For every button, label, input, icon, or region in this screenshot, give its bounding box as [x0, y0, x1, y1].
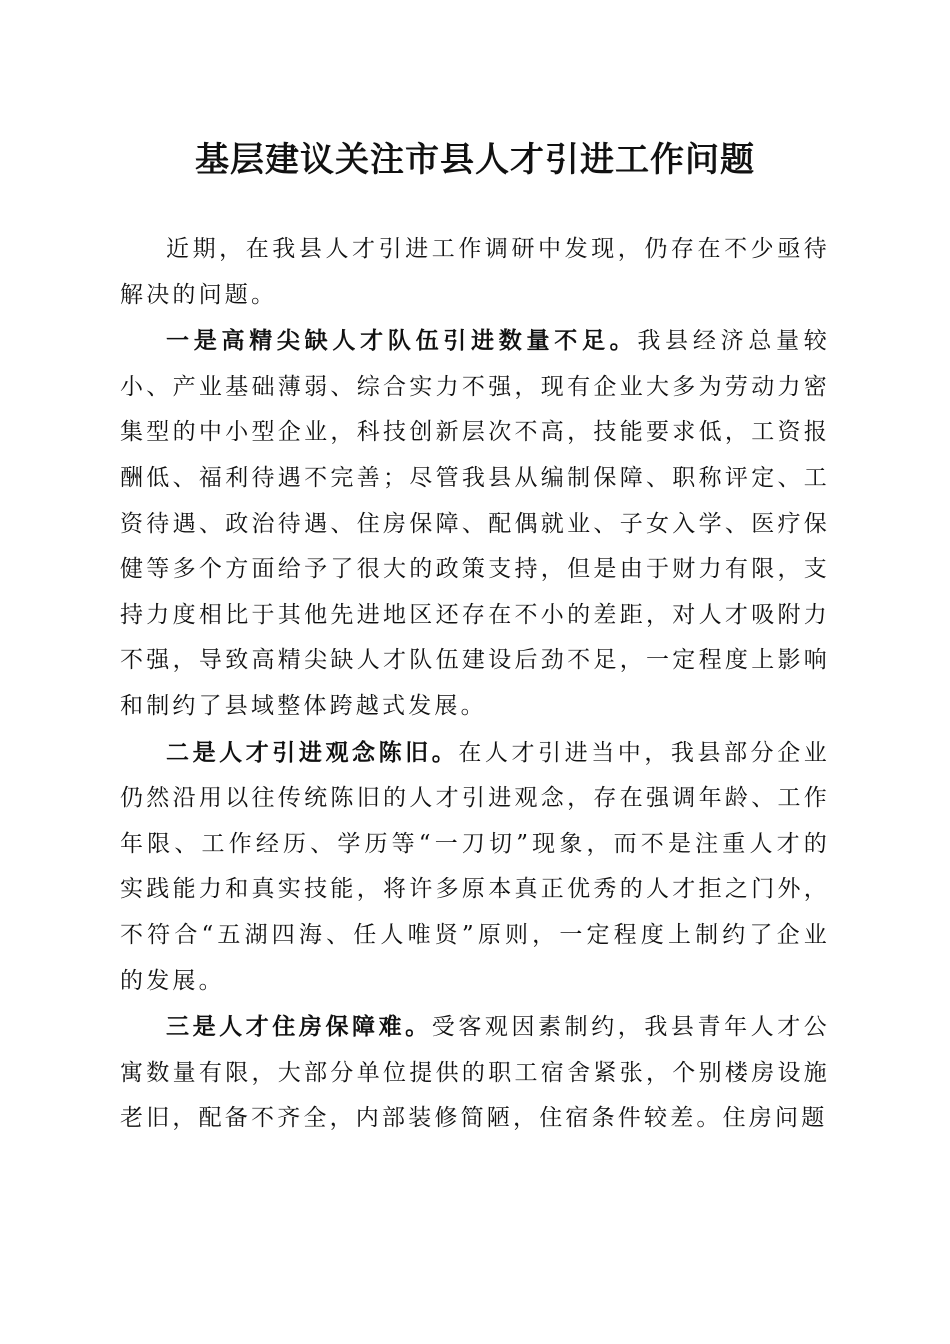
paragraph-lead: 一是高精尖缺人才队伍引进数量不足。: [166, 327, 638, 355]
document-title: 基层建议关注市县人才引进工作问题: [195, 140, 755, 180]
paragraph-intro: [120, 226, 830, 318]
paragraph-text: 近期，在我县人才引进工作调研中发现，仍存在不少亟待解决的问题。: [120, 236, 830, 308]
paragraph-text: 我县经济总量较小、产业基础薄弱、综合实力不强，现有企业大多为劳动力密集型的中小型企业，科技创新层次不高，技能要求低，工资报酬低、福利待遇不完善；尽管我县从编制保障、职称评定、工资待遇、政治待遇、住房保障、配偶就业、子女入学、医疗保健等多个方面给予了很大的政策支持，但是由于财力有限，支持力度相比于其他先进地区还存在不小的差距，对人才吸附力不强，导致高精尖缺人才队伍建设后劲不足，一定程度上影响和制约了县域整体跨越式发展。: [120, 328, 831, 719]
paragraph-text: 受客观因素制约，我县青年人才公寓数量有限，大部分单位提供的职工宿舍紧张，个别楼房设施老旧，配备不齐全，内部装修简陋，住宿条件较差。住房问题: [120, 1014, 830, 1132]
paragraph-point-2: [120, 730, 830, 1005]
paragraph-point-3: [120, 1004, 830, 1142]
paragraph-lead: 二是人才引进观念陈旧。: [166, 738, 459, 766]
document-body: [120, 226, 830, 1142]
paragraph-lead: 三是人才住房保障难。: [166, 1013, 432, 1041]
paragraph-text: 在人才引进当中，我县部分企业仍然沿用以往传统陈旧的人才引进观念，存在强调年龄、工作年限、工作经历、学历等“一刀切”现象，而不是注重人才的实践能力和真实技能，将许多原本真正优秀的人才拒之门外，不符合“五湖四海、任人唯贤”原则，一定程度上制约了企业的发展。: [120, 739, 830, 994]
paragraph-point-1: [120, 318, 830, 729]
